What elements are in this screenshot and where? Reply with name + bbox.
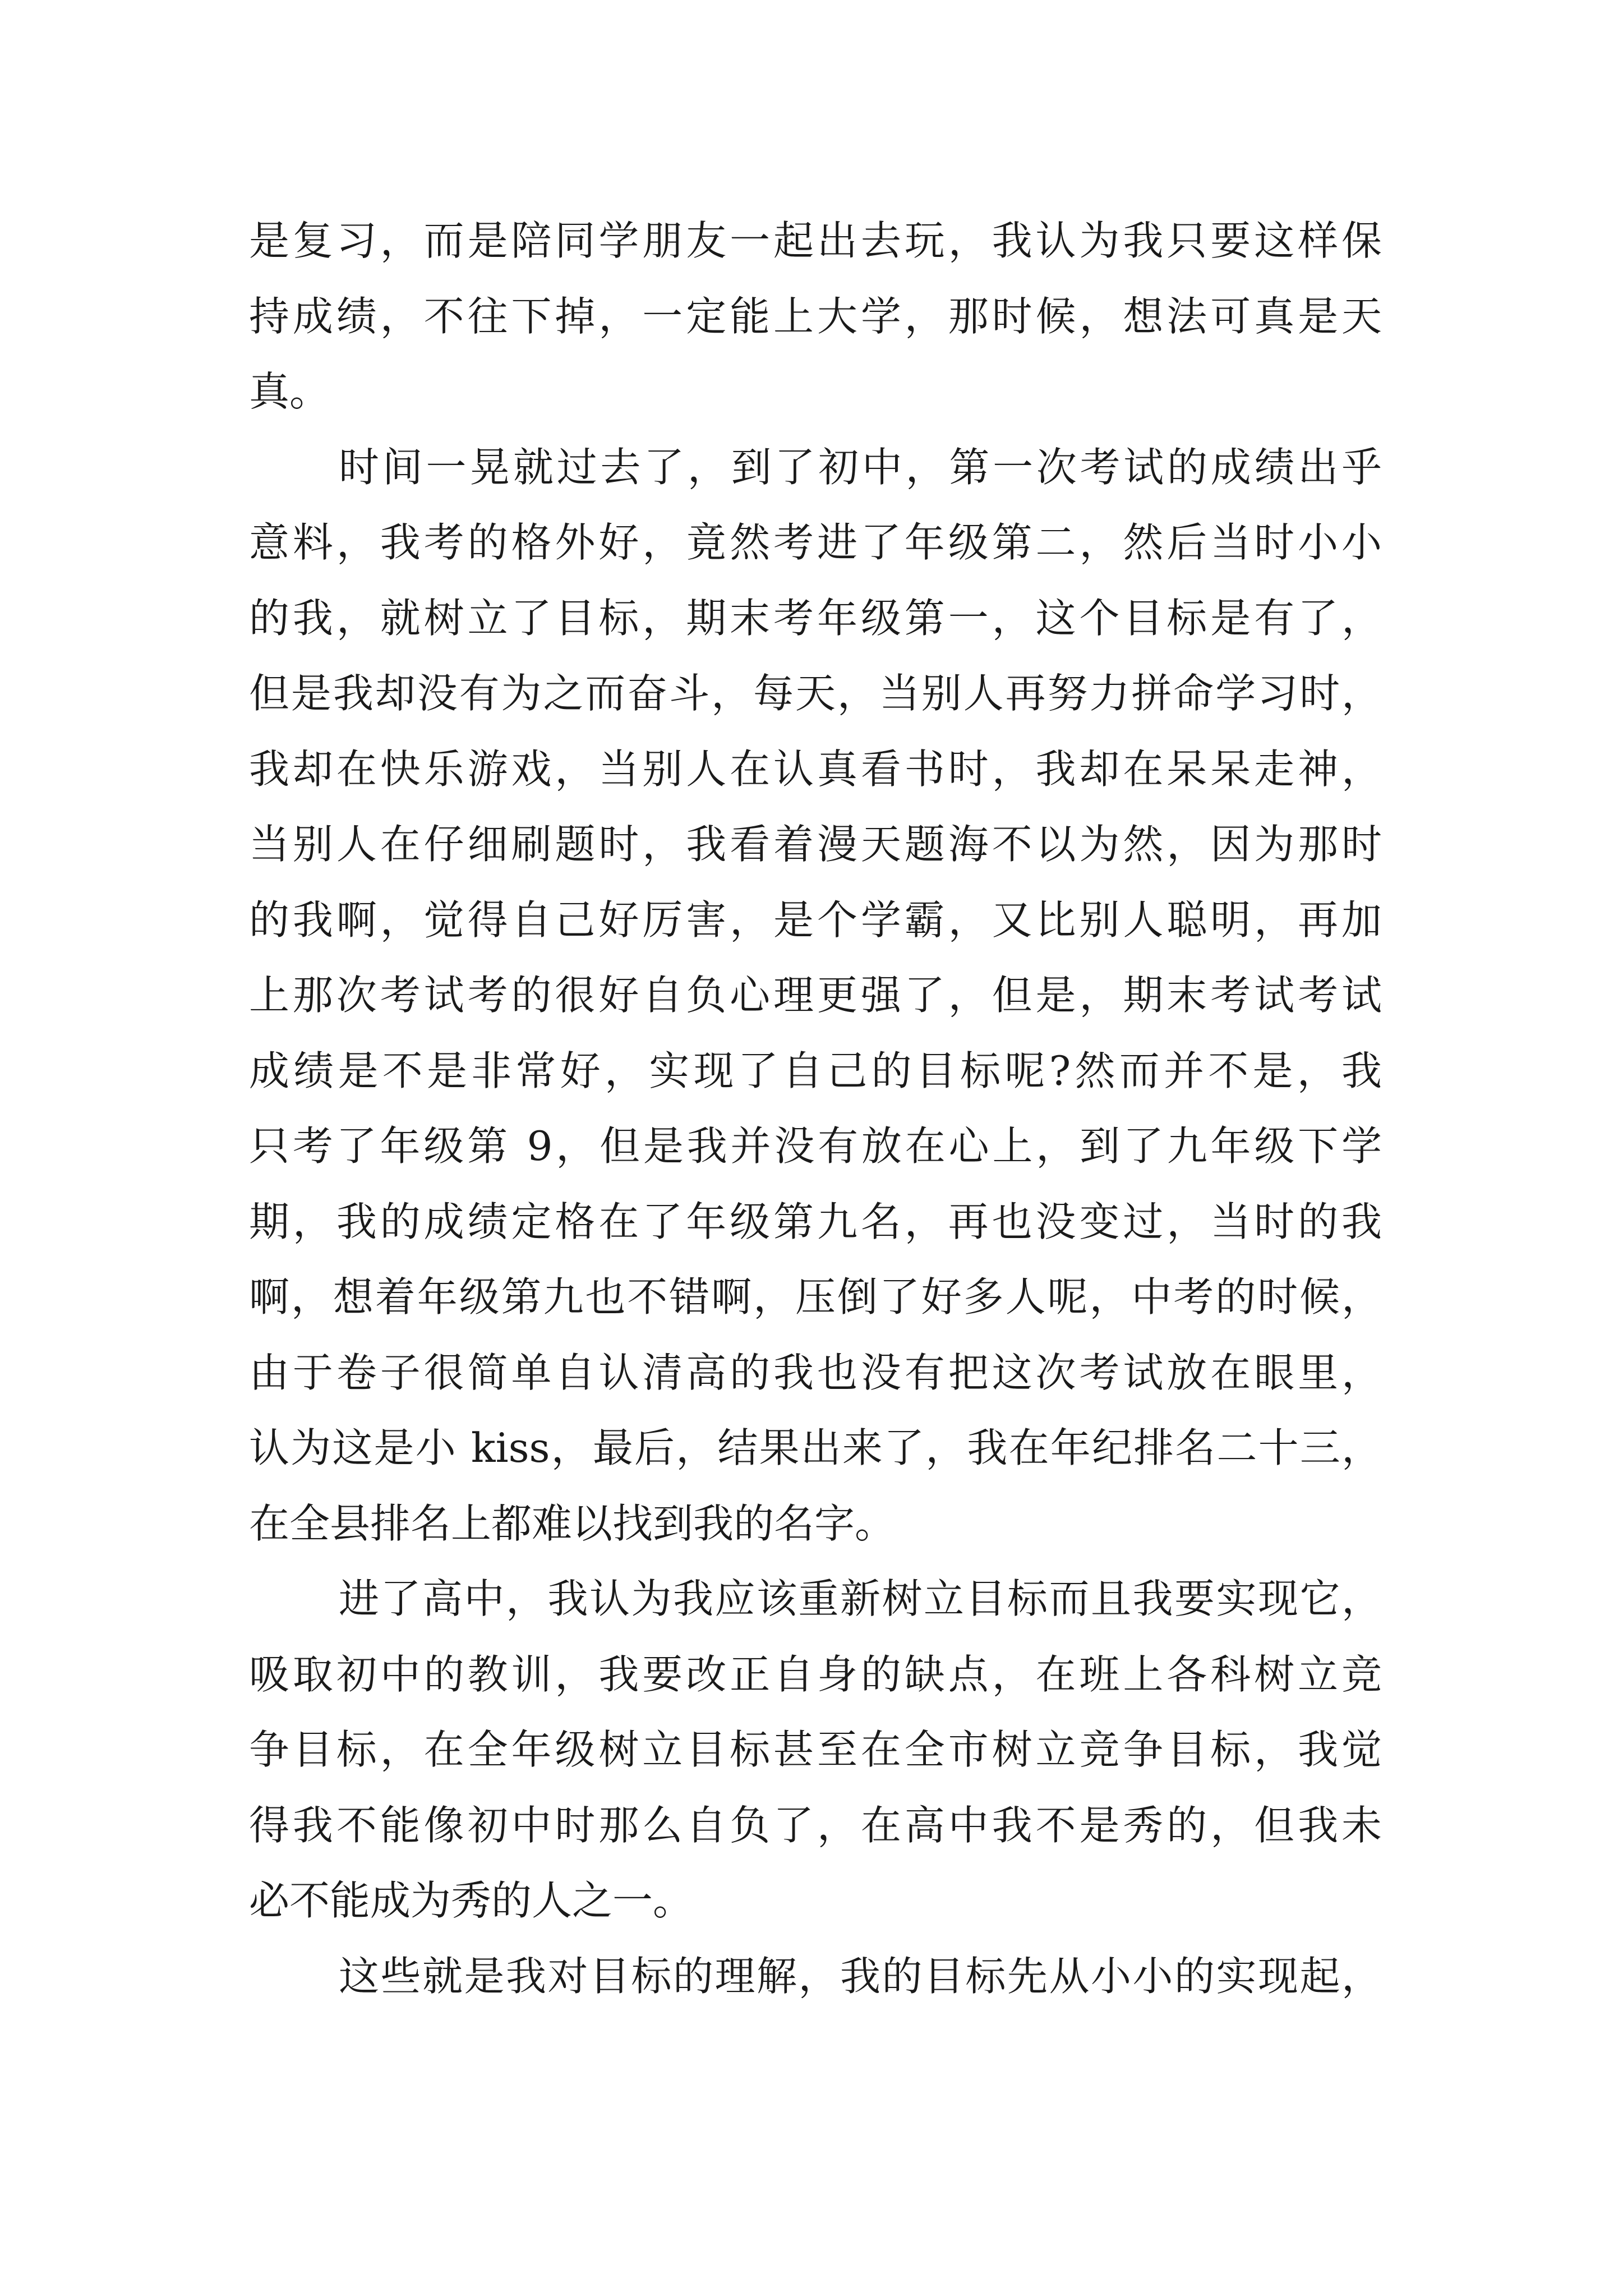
text-line: 吸取初中的教训，我要改正自身的缺点，在班上各科树立竞 (249, 1650, 1382, 1698)
text-line: 我却在快乐游戏，当别人在认真看书时，我却在呆呆走神， (249, 745, 1382, 793)
text-line: 期，我的成绩定格在了年级第九名，再也没变过，当时的我 (249, 1198, 1382, 1245)
text-line: 由于卷子很简单自认清高的我也没有把这次考试放在眼里， (249, 1349, 1382, 1396)
body-text (249, 203, 1382, 2014)
text-line: 意料，我考的格外好，竟然考进了年级第二，然后当时小小 (249, 519, 1382, 566)
paragraph (249, 430, 1382, 1562)
text-line: 成绩是不是非常好，实现了自己的目标呢?然而并不是，我 (249, 1047, 1382, 1094)
text-line: 时间一晃就过去了，到了初中，第一次考试的成绩出乎 (339, 443, 1382, 491)
text-line: 得我不能像初中时那么自负了，在高中我不是秀的，但我未 (249, 1801, 1382, 1849)
text-line: 认为这是小 kiss，最后，结果出来了，我在年纪排名二十三， (249, 1424, 1382, 1471)
text-line: 真。 (249, 368, 330, 415)
paragraph (249, 203, 1382, 430)
text-line: 只考了年级第 9，但是我并没有放在心上，到了九年级下学 (249, 1122, 1382, 1170)
text-line: 啊，想着年级第九也不错啊，压倒了好多人呢，中考的时候， (249, 1273, 1382, 1320)
paragraph (249, 1939, 1382, 2014)
text-line: 是复习，而是陪同学朋友一起出去玩，我认为我只要这样保 (249, 217, 1382, 264)
text-line: 上那次考试考的很好自负心理更强了，但是，期末考试考试 (249, 972, 1382, 1019)
text-line: 的我啊，觉得自己好厉害，是个学霸，又比别人聪明，再加 (249, 896, 1382, 944)
text-line: 必不能成为秀的人之一。 (249, 1877, 694, 1924)
text-line: 持成绩，不往下掉，一定能上大学，那时候，想法可真是天 (249, 292, 1382, 340)
text-line: 在全县排名上都难以找到我的名字。 (249, 1499, 896, 1547)
text-line: 进了高中，我认为我应该重新树立目标而且我要实现它， (339, 1575, 1382, 1622)
paragraph (249, 1561, 1382, 1939)
text-line: 当别人在仔细刷题时，我看着漫天题海不以为然，因为那时 (249, 821, 1382, 868)
text-line: 但是我却没有为之而奋斗，每天，当别人再努力拼命学习时， (249, 670, 1382, 717)
text-line: 争目标，在全年级树立目标甚至在全市树立竞争目标，我觉 (249, 1726, 1382, 1773)
text-line: 这些就是我对目标的理解，我的目标先从小小的实现起， (339, 1952, 1382, 2000)
text-line: 的我，就树立了目标，期末考年级第一，这个目标是有了， (249, 594, 1382, 642)
